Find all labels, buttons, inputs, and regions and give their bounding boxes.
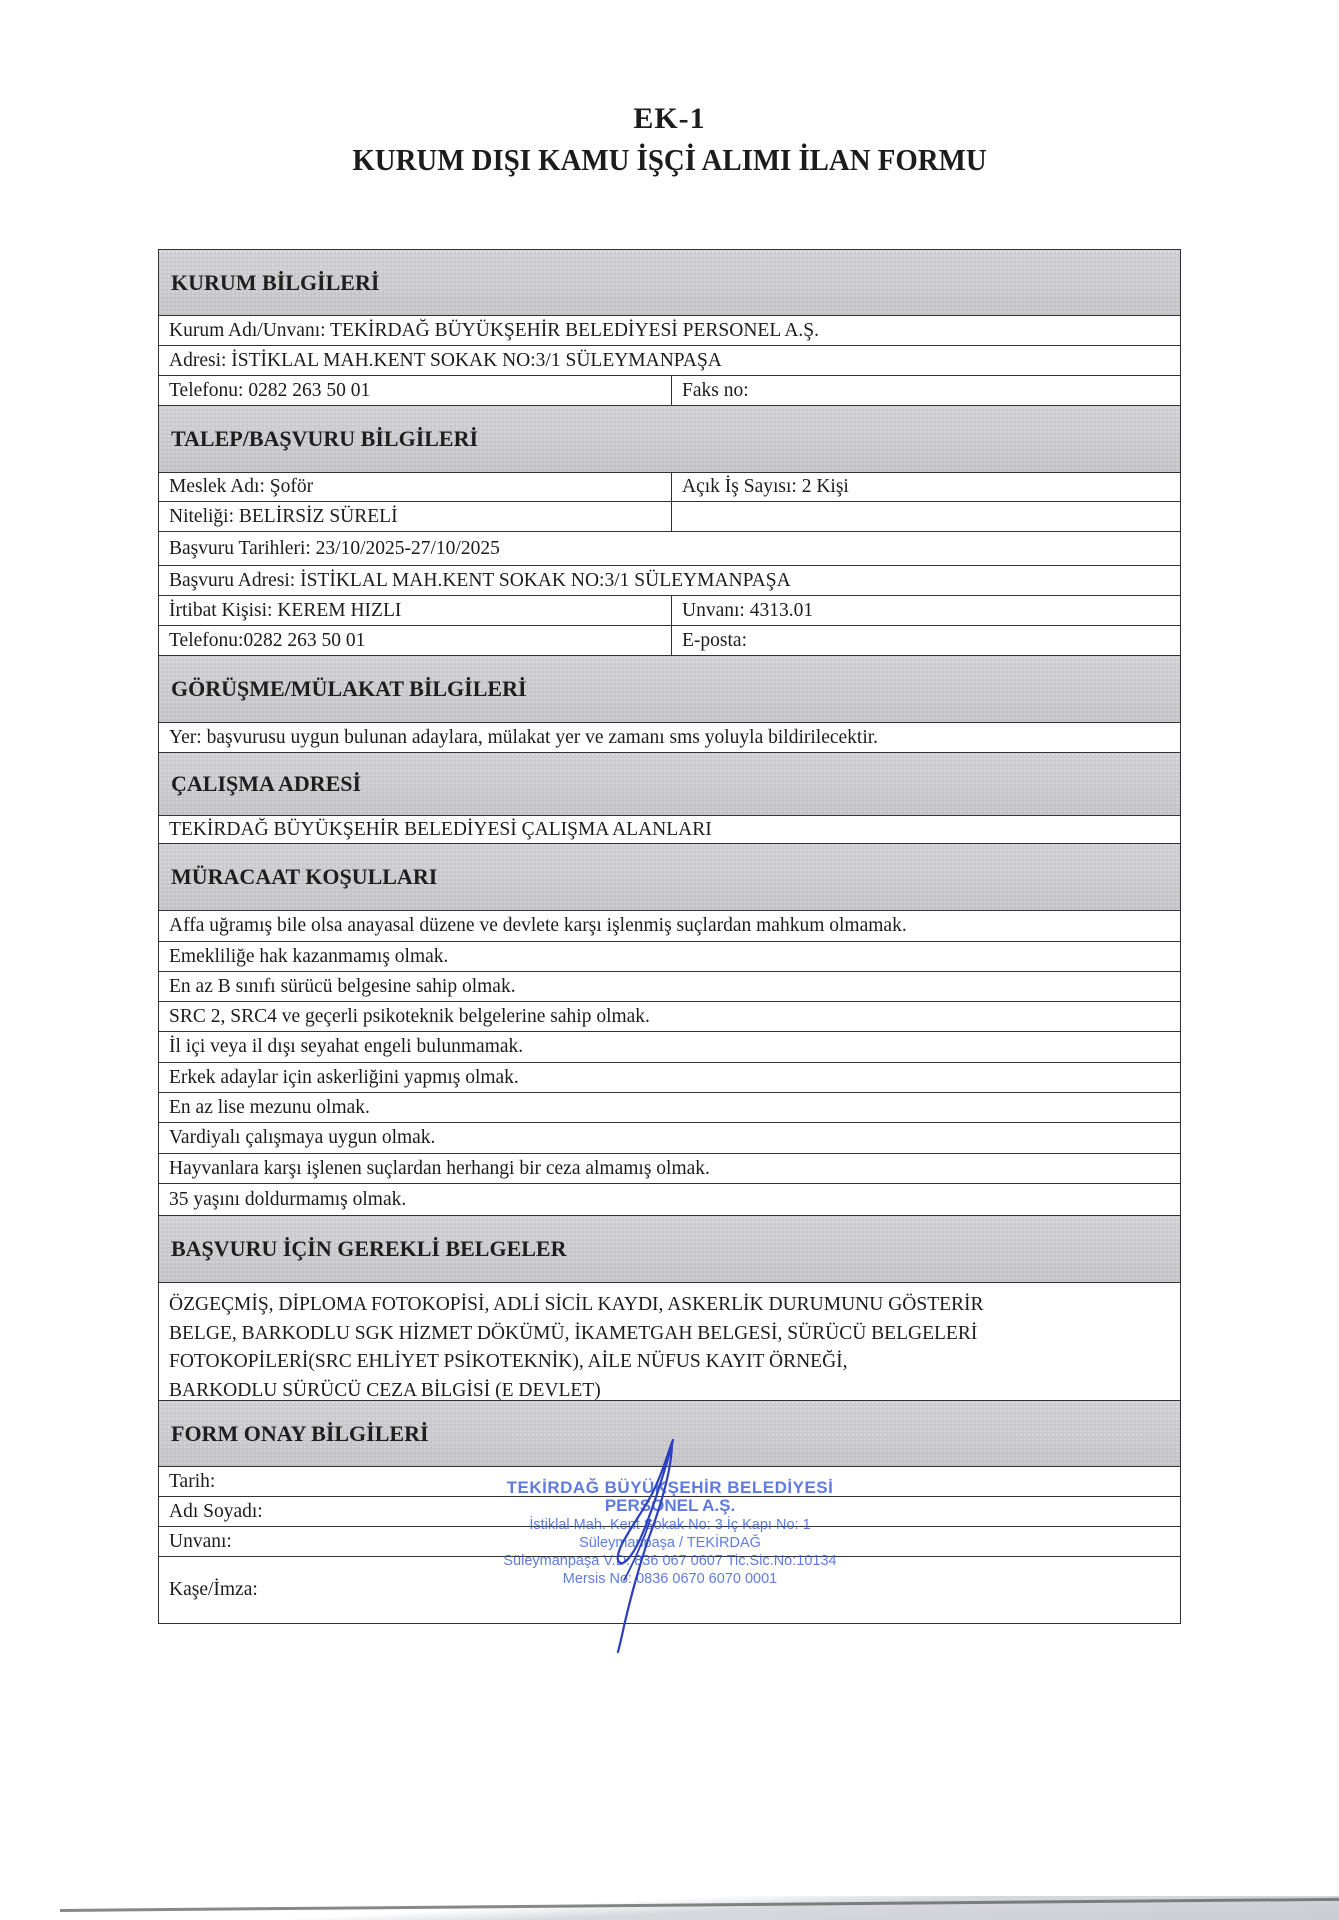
- kurum-phone: Telefonu: 0282 263 50 01: [159, 376, 672, 405]
- approval-date-row: [159, 1467, 1180, 1497]
- kurum-name-row: [159, 316, 1180, 346]
- talep-phone-row: [159, 626, 1180, 656]
- stamp-line: TEKİRDAĞ BÜYÜKŞEHİR BELEDİYESİ: [506, 1478, 834, 1497]
- section-header-gorusme: GÖRÜŞME/MÜLAKAT BİLGİLERİ: [159, 656, 1180, 723]
- occupation: Meslek Adı: Şoför: [159, 473, 672, 501]
- condition-text: Emekliliğe hak kazanmamış olmak.: [169, 945, 449, 967]
- section-header-onay: FORM ONAY BİLGİLERİ: [159, 1401, 1180, 1467]
- job-nature-blank: [672, 502, 1180, 531]
- section-header-belgeler: BAŞVURU İÇİN GEREKLİ BELGELER: [159, 1216, 1180, 1283]
- condition-row: [159, 1032, 1180, 1063]
- document-line: BARKODLU SÜRÜCÜ CEZA BİLGİSİ (E DEVLET): [169, 1379, 601, 1401]
- application-address: Başvuru Adresi: İSTİKLAL MAH.KENT SOKAK NO:3/1 SÜLEYMANPAŞA: [169, 569, 791, 591]
- work-address-row: [159, 816, 1180, 844]
- interview-location: Yer: başvurusu uygun bulunan adaylara, mülakat yer ve zamanı sms yoluyla bildirilecektir.: [169, 726, 879, 748]
- condition-text: En az B sınıfı sürücü belgesine sahip olmak.: [169, 975, 516, 997]
- approval-title-row: [159, 1527, 1180, 1557]
- section-header-kurum: KURUM BİLGİLERİ: [159, 250, 1180, 316]
- approval-name-row: [159, 1497, 1180, 1527]
- condition-text: 35 yaşını doldurmamış olmak.: [169, 1188, 407, 1210]
- stamp-line: Mersis No: 0836 0670 6070 0001: [562, 1571, 778, 1587]
- job-nature: Niteliği: BELİRSİZ SÜRELİ: [159, 502, 672, 531]
- talep-nature-row: [159, 502, 1180, 532]
- approval-title-label: Unvanı:: [169, 1530, 232, 1552]
- open-positions: Açık İş Sayısı: 2 Kişi: [682, 476, 849, 497]
- kurum-address-row: [159, 346, 1180, 376]
- contact-phone: Telefonu:0282 263 50 01: [159, 626, 672, 655]
- contact-email: E-posta:: [682, 629, 747, 651]
- contact-title: Unvanı: 4313.01: [682, 599, 814, 621]
- talep-dates-row: [159, 532, 1180, 566]
- document-line: FOTOKOPİLERİ(SRC EHLİYET PSİKOTEKNİK), AİLE NÜFUS KAYIT ÖRNEĞİ,: [169, 1351, 848, 1372]
- condition-text: En az lise mezunu olmak.: [169, 1096, 370, 1118]
- stamp-line: İstiklal Mah. Kent Sokak No: 3 İç Kapı No: 1: [529, 1517, 811, 1533]
- condition-text: Hayvanlara karşı işlenen suçlardan herhangi bir ceza almamış olmak.: [169, 1157, 710, 1179]
- document-line: ÖZGEÇMİŞ, DİPLOMA FOTOKOPİSİ, ADLİ SİCİL KAYDI, ASKERLİK DURUMUNU GÖSTERİR: [169, 1294, 984, 1315]
- talep-contact-row: [159, 596, 1180, 626]
- kurum-fax: Faks no:: [682, 379, 749, 401]
- interview-location-row: [159, 723, 1180, 753]
- condition-row: [159, 942, 1180, 972]
- approval-stamp-label: Kaşe/İmza:: [169, 1579, 258, 1600]
- section-header-calisma: ÇALIŞMA ADRESİ: [159, 753, 1180, 816]
- condition-row: [159, 1093, 1180, 1123]
- announcement-form: [158, 249, 1181, 1624]
- work-address: TEKİRDAĞ BÜYÜKŞEHİR BELEDİYESİ ÇALIŞMA ALANLARI: [169, 818, 712, 840]
- approval-date-label: Tarih:: [169, 1470, 216, 1492]
- approval-name-label: Adı Soyadı:: [169, 1500, 263, 1522]
- kurum-name: Kurum Adı/Unvanı: TEKİRDAĞ BÜYÜKŞEHİR BELEDİYESİ PERSONEL A.Ş.: [169, 319, 820, 341]
- condition-row: [159, 1184, 1180, 1216]
- stamp-line: PERSONEL A.Ş.: [604, 1496, 736, 1515]
- contact-person: İrtibat Kişisi: KEREM HIZLI: [159, 596, 672, 625]
- talep-occupation-row: [159, 473, 1180, 502]
- condition-text: Affa uğramış bile olsa anayasal düzene ve devlete karşı işlenmiş suçlardan mahkum olmamak.: [169, 915, 907, 936]
- section-header-talep: TALEP/BAŞVURU BİLGİLERİ: [159, 406, 1180, 473]
- kurum-contact-row: [159, 376, 1180, 406]
- condition-text: SRC 2, SRC4 ve geçerli psikoteknik belgelerine sahip olmak.: [169, 1005, 650, 1027]
- condition-row: [159, 1154, 1180, 1184]
- required-documents: [159, 1283, 1180, 1401]
- page-title: KURUM DIŞI KAMU İŞÇİ ALIMI İLAN FORMU: [352, 142, 987, 177]
- condition-row: [159, 972, 1180, 1002]
- talep-address-row: [159, 566, 1180, 596]
- condition-row: [159, 1063, 1180, 1093]
- annex-label: EK-1: [633, 102, 706, 135]
- document-line: BELGE, BARKODLU SGK HİZMET DÖKÜMÜ, İKAMETGAH BELGESİ, SÜRÜCÜ BELGELERİ: [169, 1322, 978, 1344]
- application-dates: Başvuru Tarihleri: 23/10/2025-27/10/2025: [169, 537, 500, 559]
- section-header-muracaat: MÜRACAAT KOŞULLARI: [159, 844, 1180, 911]
- stamp-line: Süleymanpaşa V.D. 836 067 0607 Tic.Sic.No:10134: [503, 1553, 837, 1569]
- condition-row: [159, 1002, 1180, 1032]
- approval-stamp-row: [159, 1557, 1180, 1623]
- kurum-address: Adresi: İSTİKLAL MAH.KENT SOKAK NO:3/1 SÜLEYMANPAŞA: [169, 349, 722, 371]
- condition-row: [159, 911, 1180, 942]
- condition-text: İl içi veya il dışı seyahat engeli bulunmamak.: [169, 1036, 524, 1057]
- condition-text: Erkek adaylar için askerliğini yapmış olmak.: [169, 1066, 519, 1088]
- stamp-line: Süleymanpaşa / TEKİRDAĞ: [579, 1535, 761, 1551]
- condition-text: Vardiyalı çalışmaya uygun olmak.: [169, 1127, 436, 1148]
- condition-row: [159, 1123, 1180, 1154]
